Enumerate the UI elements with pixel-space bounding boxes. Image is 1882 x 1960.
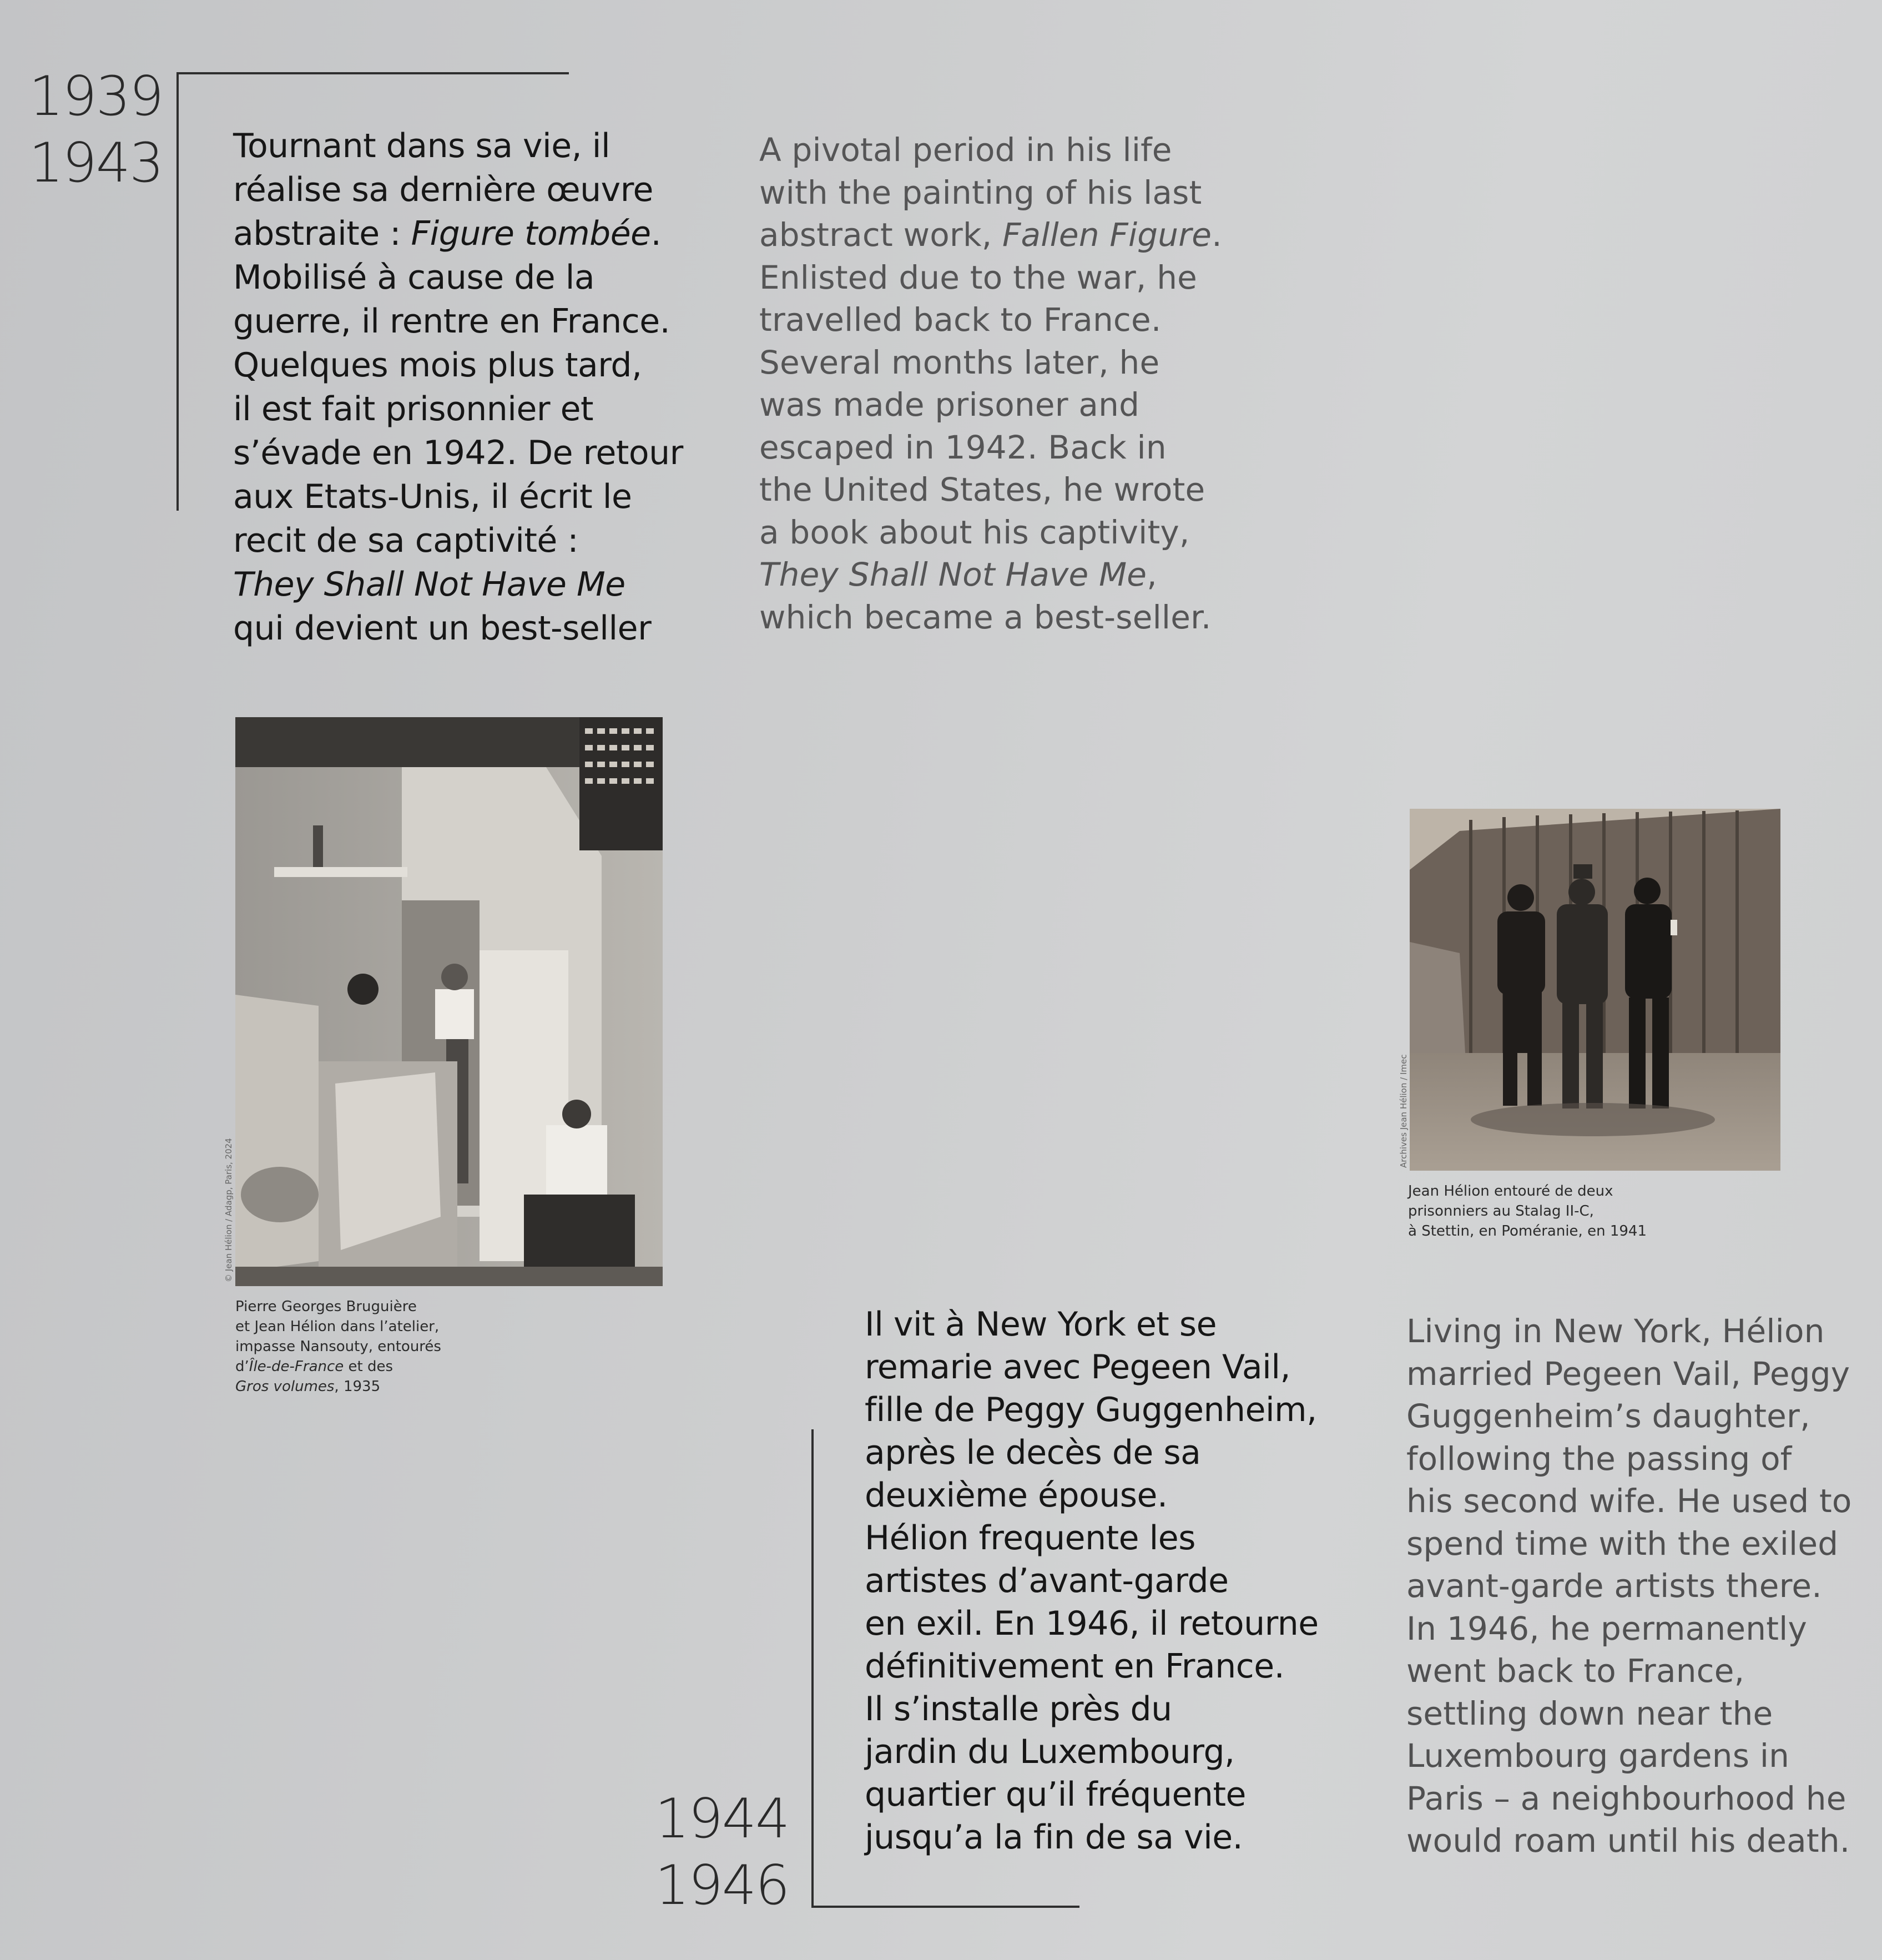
artwork-title-en: Fallen Figure	[1002, 216, 1212, 254]
period2-text-french: Il vit à New York et se remarie avec Pegeen Vail, fille de Peggy Guggenheim, après le decès de sa deuxième épouse. Hélion frequente les artistes d’avant-garde en exil. En 1946, il retourne définitivement en France. Il s’installe près du jardin du Luxembourg, quartier qu’il fréquente jusqu’a la fin de sa vie.	[865, 1305, 1319, 1857]
studio-caption-part1: Pierre Georges Bruguière et Jean Hélion dans l’atelier, impasse Nansouty, entourés d’	[235, 1298, 441, 1375]
year-start-1939: 1939	[29, 65, 163, 128]
prisoners-photo-credit: Archives Jean Hélion / Imec	[1399, 1054, 1409, 1168]
studio-caption-work1: Île-de-France	[249, 1358, 344, 1375]
studio-photo	[235, 717, 663, 1286]
period2-text-english: Living in New York, Hélion married Pegeen Vail, Peggy Guggenheim’s daughter, following the passing of his second wife. He used to spend time with the exiled avant-garde artists there. In 1946, he permanently went back to France, settling down near the Luxembourg gardens in Paris – a neighbourhood he would roam until his death.	[1406, 1312, 1852, 1860]
prisoners-photo-caption: Jean Hélion entouré de deux prisonniers au Stalag II-C, à Stettin, en Poméranie, en 1941	[1408, 1183, 1647, 1240]
timeline-rule-bottom	[811, 1906, 1079, 1908]
studio-caption-part3: , 1935	[334, 1378, 381, 1395]
year-end-1946: 1946	[655, 1854, 789, 1917]
period1-text-english	[759, 129, 1286, 638]
prisoners-photo-image	[1410, 809, 1780, 1171]
timeline-rule-top	[176, 72, 569, 74]
artwork-title-fr: Figure tombée	[411, 214, 651, 253]
period1-text-french	[233, 124, 749, 651]
period1-en-part1: A pivotal period in his life with the painting of his last abstract work,	[759, 131, 1202, 254]
studio-caption-part2: et des	[348, 1358, 393, 1375]
book-title-fr: They Shall Not Have Me	[233, 565, 625, 604]
book-title-en: They Shall Not Have Me	[759, 556, 1147, 593]
year-end-1943: 1943	[29, 132, 163, 195]
studio-photo-caption	[235, 1297, 591, 1397]
period1-fr-part3: qui devient un best-seller	[233, 609, 652, 648]
year-start-1944: 1944	[655, 1787, 789, 1851]
prisoners-photo	[1410, 809, 1780, 1171]
period1-fr-part1: Tournant dans sa vie, il réalise sa dernière œuvre abstraite :	[233, 127, 653, 253]
period1-en-part2: . Enlisted due to the war, he travelled back to France. Several months later, he was made prisoner and escaped in 1942. Back in the United States, he wrote a book about his captivity,	[759, 216, 1222, 551]
timeline-rule-left	[176, 72, 179, 511]
studio-photo-credit: © Jean Hélion / Adagp, Paris, 2024	[224, 1138, 234, 1282]
period1-fr-part2: . Mobilisé à cause de la guerre, il rentre en France. Quelques mois plus tard, il est fait prisonnier et s’évade en 1942. De retour aux Etats-Unis, il écrit le recit de sa captivité :	[233, 214, 683, 560]
timeline-rule-left-2	[811, 1429, 814, 1908]
studio-photo-image	[235, 717, 663, 1286]
period1-en-part3: , which became a best-seller.	[759, 556, 1212, 636]
studio-caption-work2: Gros volumes	[235, 1378, 335, 1395]
